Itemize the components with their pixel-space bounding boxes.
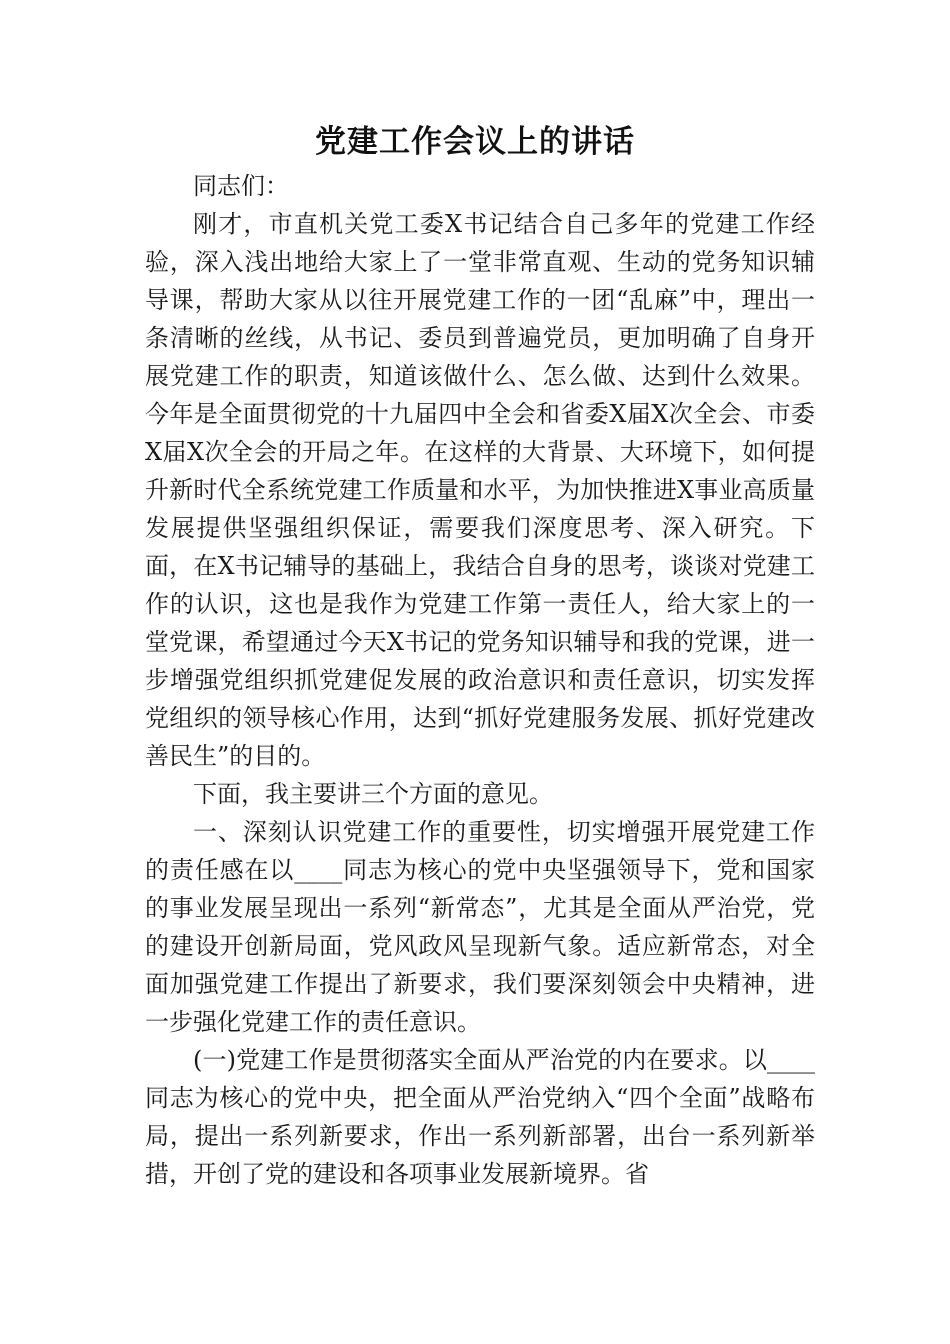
intro-paragraph: 刚才，市直机关党工委X书记结合自己多年的党建工作经验，深入浅出地给大家上了一堂非常直观、生动的党务知识辅导课，帮助大家从以往开展党建工作的一团“乱麻”中，理出一条清晰的丝线，从书记、委员到普遍党员，更加明确了自身开展党建工作的职责，知道该做什么、怎么做、达到什么效果。今年是全面贯彻党的十九届四中全会和省委X届X次全会、市委X届X次全会的开局之年。在这样的大背景、大环境下，如何提升新时代全系统党建工作质量和水平，为加快推进X事业高质量发展提供坚强组织保证，需要我们深度思考、深入研究。下面，在X书记辅导的基础上，我结合自身的思考，谈谈对党建工作的认识，这也是我作为党建工作第一责任人，给大家上的一堂党课，希望通过今天X书记的党务知识辅导和我的党课，进一步增强党组织抓党建促发展的政治意识和责任意识，切实发挥党组织的领导核心作用，达到“抓好党建服务发展、抓好党建改善民生”的目的。: [145, 210, 815, 770]
salutation-paragraph: 同志们：: [193, 172, 289, 200]
section-one-paragraph: 一、深刻认识党建工作的重要性，切实增强开展党建工作的责任感在以____同志为核心的党中央坚强领导下，党和国家的事业发展呈现出一系列“新常态”，尤其是全面从严治党，党的建设开创新局面，党风政风呈现新气象。适应新常态，对全面加强党建工作提出了新要求，我们要深刻领会中央精神，进一步强化党建工作的责任意识。: [145, 818, 815, 1036]
document-body: [145, 167, 815, 1193]
subsection-one-paragraph: (一)党建工作是贯彻落实全面从严治党的内在要求。以____同志为核心的党中央，把全面从严治党纳入“四个全面”战略布局，提出一系列新要求，作出一系列新部署，出台一系列新举措，开创了党的建设和各项事业发展新境界。省: [145, 1046, 815, 1188]
document-title: 党建工作会议上的讲话: [315, 124, 635, 160]
outline-paragraph: 下面，我主要讲三个方面的意见。: [193, 780, 553, 808]
